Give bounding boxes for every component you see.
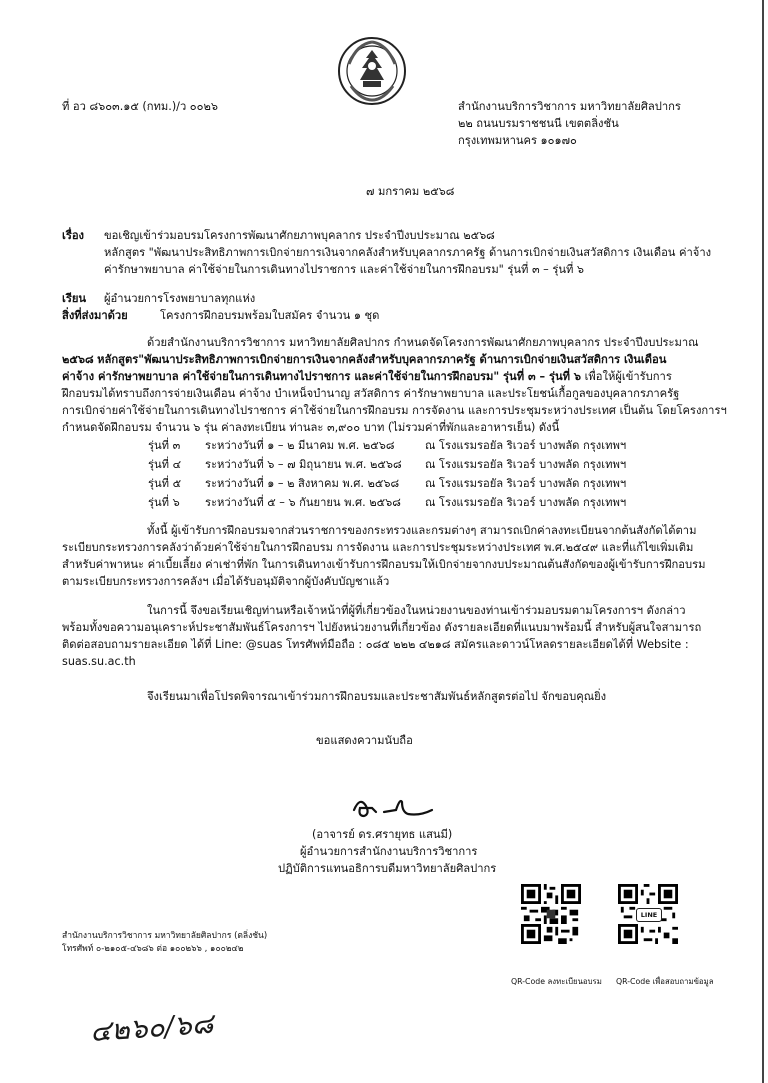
fiscal-year: ๒๕๖๘ [62, 353, 94, 366]
body-paragraph-1-line-4: ฝึกอบรมได้ทราบถึงการจ่ายเงินเดือน ค่าจ้าง บำเหน็จบำนาญ สวัสดิการ ค่ารักษาพยาบาล และประโยชน์เกื้อกูลของบุคลากรภาครัฐ [62, 387, 680, 400]
body-paragraph-2-line-3: สำหรับค่าพาหนะ ค่าเบี้ยเลี้ยง ค่าเช่าที่พัก ในการเดินทางเข้ารับการฝึกอบรมให้เบิกจ่ายจากงบประมาณต้นสังกัดของผู้เข้ารับการฝึกอบรม [62, 558, 706, 571]
signatory-name: (อาจารย์ ดร.ศรายุทธ แสนมี) [312, 828, 453, 841]
purpose-start: เพื่อให้ผู้เข้ารับการ [584, 370, 672, 383]
body-paragraph-1-line-6: กำหนดจัดฝึกอบรม จำนวน ๖ รุ่น ค่าลงทะเบียน ท่านละ ๓,๙๐๐ บาท (ไม่รวมค่าที่พักและอาหารเย็น) ดังนี้ [62, 421, 560, 434]
reference-number: ที่ อว ๘๖๐๓.๑๕ (กทม.)/ว ๐๐๒๖ [62, 100, 218, 113]
body-paragraph-4: จึงเรียนมาเพื่อโปรดพิจารณาเข้าร่วมการฝึกอบรมและประชาสัมพันธ์หลักสูตรต่อไป จักขอบคุณยิ่ง [147, 690, 607, 703]
subject-line-3: ค่ารักษาพยาบาล ค่าใช้จ่ายในการเดินทางไปราชการ และค่าใช้จ่ายในการฝึกอบรม" รุ่นที่ ๓ – รุ่นที่ ๖ [104, 263, 585, 276]
qr-registration-label: QR-Code ลงทะเบียนอบรม [511, 977, 602, 986]
signatory-position-1: ผู้อำนวยการสำนักงานบริการวิชาการ [300, 845, 478, 858]
schedule-date-3: ระหว่างวันที่ ๑ – ๒ มีนาคม พ.ศ. ๒๕๖๘ [205, 439, 395, 452]
footer-office: สำนักงานบริการวิชาการ มหาวิทยาลัยศิลปากร (ตลิ่งชัน) [62, 931, 268, 941]
footer-phone: โทรศัพท์ ๐-๒๑๐๕-๔๖๘๖ ต่อ ๑๐๐๒๖๖ , ๑๐๐๒๔๒ [62, 944, 244, 954]
body-paragraph-1-line-2 [62, 351, 710, 368]
enclosure-label: สิ่งที่ส่งมาด้วย [62, 309, 128, 322]
course-title-part-1: หลักสูตร"พัฒนาประสิทธิภาพการเบิกจ่ายการเงินจากคลังสำหรับบุคลากรภาครัฐ ด้านการเบิกจ่ายเงินสวัสดิการ เงินเดือน [97, 353, 667, 366]
schedule-place-5: ณ โรงแรมรอยัล ริเวอร์ บางพลัด กรุงเทพฯ [425, 477, 627, 490]
subject-line-1: ขอเชิญเข้าร่วมอบรมโครงการพัฒนาศักยภาพบุคลากร ประจำปีงบประมาณ ๒๕๖๘ [104, 229, 495, 242]
address-line-1: สำนักงานบริการวิชาการ มหาวิทยาลัยศิลปากร [458, 100, 681, 113]
subject-label: เรื่อง [62, 229, 85, 242]
course-title-part-2: ค่าจ้าง ค่ารักษาพยาบาล ค่าใช้จ่ายในการเดินทางไปราชการ และค่าใช้จ่ายในการฝึกอบรม" รุ่นที่ ๓ – รุ่นที่ ๖ [62, 370, 582, 383]
schedule-place-6: ณ โรงแรมรอยัล ริเวอร์ บางพลัด กรุงเทพฯ [425, 496, 627, 509]
university-seal-logo [337, 36, 407, 106]
schedule-date-4: ระหว่างวันที่ ๖ – ๗ มิถุนายน พ.ศ. ๒๕๖๘ [205, 458, 402, 471]
body-paragraph-1-line-1: ด้วยสำนักงานบริการวิชาการ มหาวิทยาลัยศิลปากร กำหนดจัดโครงการพัฒนาศักยภาพบุคลากร ประจำปีงบประมาณ [147, 336, 699, 349]
qr-contact-label: QR-Code เพื่อสอบถามข้อมูล [616, 977, 714, 986]
line-logo-icon: LINE [636, 908, 662, 922]
address-line-2: ๒๒ ถนนบรมราชชนนี เขตตลิ่งชัน [458, 117, 619, 130]
subject-line-2: หลักสูตร "พัฒนาประสิทธิภาพการเบิกจ่ายการเงินจากคลังสำหรับบุคลากรภาครัฐ ด้านการเบิกจ่ายเงินสวัสดิการ เงินเดือน ค่าจ้าง [104, 246, 712, 259]
handwritten-registry-number: ๔๒๖๐/๖๘ [88, 1006, 215, 1049]
schedule-gen-5: รุ่นที่ ๕ [148, 477, 182, 490]
letter-date: ๗ มกราคม ๒๕๖๘ [366, 185, 455, 198]
schedule-gen-4: รุ่นที่ ๔ [148, 458, 182, 471]
signatory-position-2: ปฏิบัติการแทนอธิการบดีมหาวิทยาลัยศิลปากร [278, 862, 497, 875]
schedule-place-3: ณ โรงแรมรอยัล ริเวอร์ บางพลัด กรุงเทพฯ [425, 439, 627, 452]
schedule-date-5: ระหว่างวันที่ ๑ – ๒ สิงหาคม พ.ศ. ๒๕๖๘ [205, 477, 400, 490]
page-edge-line [762, 0, 764, 1083]
body-paragraph-2-line-2: ระเบียบกระทรวงการคลังว่าด้วยค่าใช้จ่ายในการฝึกอบรม การจัดงาน และการประชุมระหว่างประเทศ พ.ศ.๒๕๔๙ และที่แก้ไขเพิ่มเติม [62, 541, 694, 554]
schedule-date-6: ระหว่างวันที่ ๕ – ๖ กันยายน พ.ศ. ๒๕๖๘ [205, 496, 401, 509]
body-paragraph-1-line-3 [62, 368, 710, 385]
recipient-text: ผู้อำนวยการโรงพยาบาลทุกแห่ง [104, 292, 256, 305]
signature-image [350, 792, 440, 824]
closing-regards: ขอแสดงความนับถือ [316, 734, 413, 747]
body-paragraph-1-line-5: การเบิกจ่ายค่าใช้จ่ายในการเดินทางไปราชการ ค่าใช้จ่ายในการฝึกอบรม การจัดงาน และการประชุมระหว่างประเทศ เป็นต้น โดยโครงการฯ [62, 404, 727, 417]
schedule-gen-6: รุ่นที่ ๖ [148, 496, 180, 509]
address-line-3: กรุงเทพมหานคร ๑๐๑๗๐ [458, 134, 577, 147]
body-paragraph-2-line-4: ตามระเบียบกระทรวงการคลังฯ เมื่อได้รับอนุมัติจากผู้บังคับบัญชาแล้ว [62, 575, 390, 588]
recipient-label: เรียน [62, 292, 87, 305]
qr-code-registration[interactable] [521, 884, 581, 944]
body-paragraph-3-line-3: ติดต่อสอบถามรายละเอียด ได้ที่ Line: @suas โทรศัพท์มือถือ : ๐๘๕ ๒๒๒ ๔๒๑๘ สมัครและดาวน์โหลดรายละเอียดได้ที่ Website : [62, 638, 689, 651]
schedule-gen-3: รุ่นที่ ๓ [148, 439, 181, 452]
enclosure-text: โครงการฝึกอบรมพร้อมใบสมัคร จำนวน ๑ ชุด [160, 309, 380, 322]
schedule-place-4: ณ โรงแรมรอยัล ริเวอร์ บางพลัด กรุงเทพฯ [425, 458, 627, 471]
body-paragraph-3-line-1: ในการนี้ จึงขอเรียนเชิญท่านหรือเจ้าหน้าที่ผู้ที่เกี่ยวข้องในหน่วยงานของท่านเข้าร่วมอบรมตามโครงการฯ ดังกล่าว [147, 604, 686, 617]
body-paragraph-3-line-2: พร้อมทั้งขอความอนุเคราะห์ประชาสัมพันธ์โครงการฯ ไปยังหน่วยงานที่เกี่ยวข้อง ดังรายละเอียดที่แนบมาพร้อมนี้ สำหรับผู้สนใจสามารถ [62, 621, 702, 634]
body-paragraph-2-line-1: ทั้งนี้ ผู้เข้ารับการฝึกอบรมจากส่วนราชการของกระทรวงและกรมต่างๆ สามารถเบิกค่าลงทะเบียนจากต้นสังกัดได้ตาม [147, 524, 697, 537]
website-link[interactable]: suas.su.ac.th [62, 655, 136, 668]
